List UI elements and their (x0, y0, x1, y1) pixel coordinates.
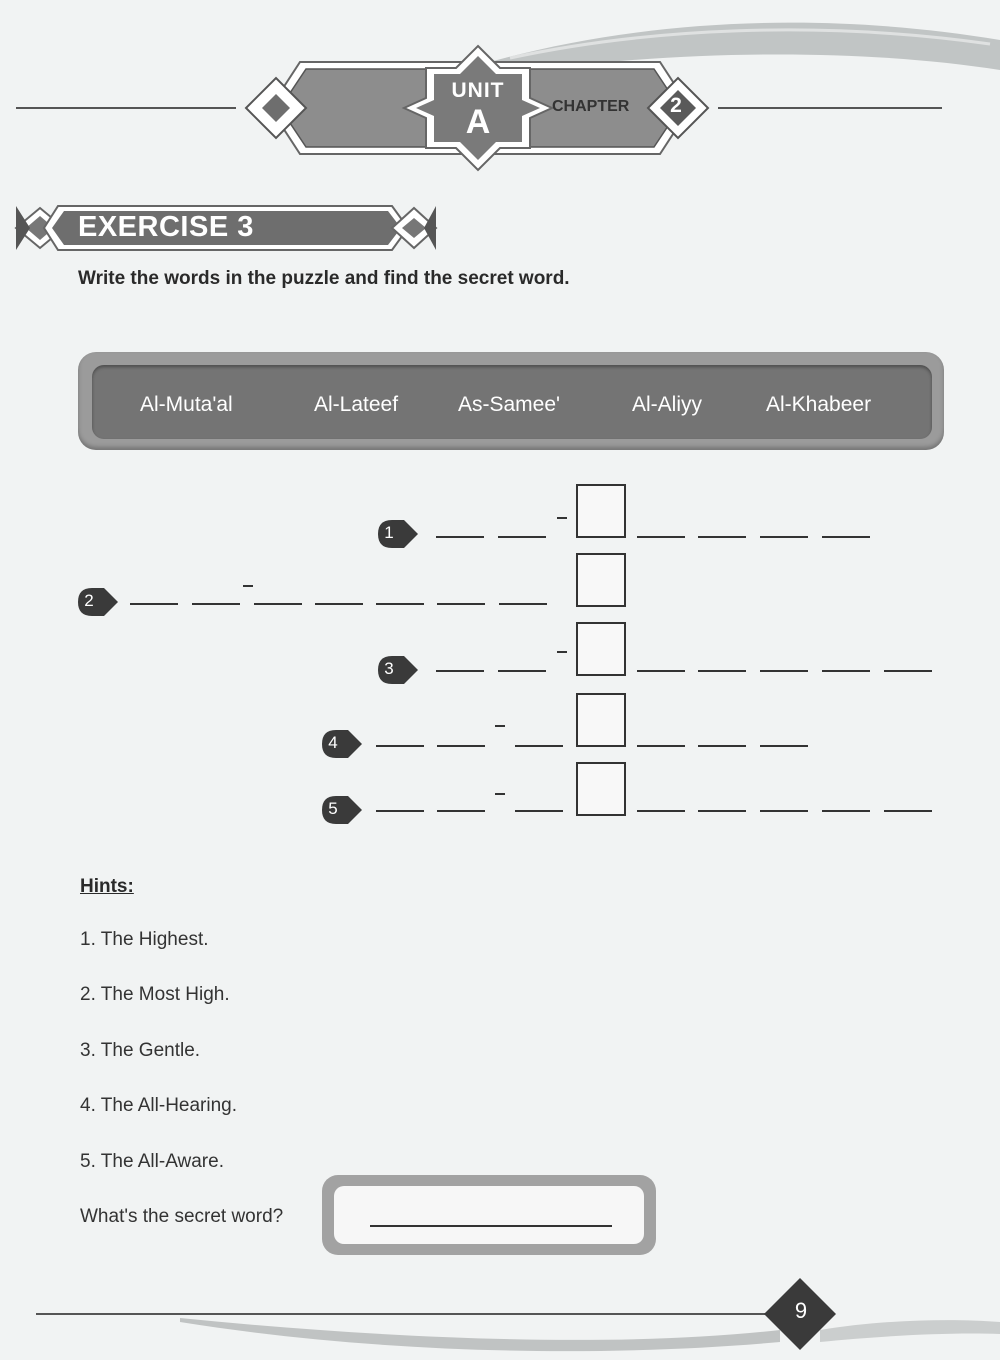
letter-blank[interactable] (376, 810, 424, 812)
exercise-title: EXERCISE 3 (78, 211, 254, 243)
hint-item: 1. The Highest. (80, 929, 209, 950)
letter-blank[interactable] (437, 745, 485, 747)
footer-ornament (0, 1270, 1000, 1360)
letter-blank[interactable] (515, 745, 563, 747)
letter-blank[interactable] (822, 810, 870, 812)
chapter-number: 2 (670, 94, 682, 117)
row-number-badge (76, 587, 108, 615)
letter-blank[interactable] (698, 536, 746, 538)
letter-blank[interactable] (637, 745, 685, 747)
letter-blank[interactable] (498, 536, 546, 538)
letter-blank[interactable] (637, 810, 685, 812)
row-number-badge (320, 795, 352, 823)
row-number: 3 (384, 659, 394, 678)
letter-blank[interactable] (884, 670, 932, 672)
letter-blank[interactable] (822, 670, 870, 672)
letter-blank[interactable] (376, 745, 424, 747)
secret-letter-box[interactable] (576, 762, 626, 816)
row-number-badge (376, 519, 408, 547)
letter-blank[interactable] (130, 603, 178, 605)
row-number: 5 (328, 799, 338, 818)
hint-item: 2. The Most High. (80, 984, 230, 1005)
letter-blank[interactable] (376, 603, 424, 605)
word-bank-item: As-Samee' (458, 393, 561, 416)
secret-letter-box[interactable] (576, 484, 626, 538)
word-bank-item: Al-Lateef (314, 393, 399, 416)
word-bank-item: Al-Muta'al (140, 393, 233, 416)
hint-item: 5. The All-Aware. (80, 1151, 224, 1172)
letter-blank[interactable] (760, 745, 808, 747)
letter-blank[interactable] (822, 536, 870, 538)
letter-blank[interactable] (436, 536, 484, 538)
secret-letter-box[interactable] (576, 693, 626, 747)
row-number-badge (376, 655, 408, 683)
letter-blank[interactable] (315, 603, 363, 605)
row-number: 1 (384, 523, 394, 542)
letter-blank[interactable] (884, 810, 932, 812)
letter-blank[interactable] (637, 536, 685, 538)
letter-blank[interactable] (760, 810, 808, 812)
letter-blank[interactable] (698, 810, 746, 812)
row-number: 4 (328, 733, 338, 752)
hyphen (243, 585, 253, 587)
hyphen (495, 725, 505, 727)
word-bank-item: Al-Khabeer (766, 393, 872, 416)
secret-word-line (370, 1225, 612, 1227)
secret-letter-box[interactable] (576, 622, 626, 676)
unit-letter: A (465, 103, 491, 141)
hyphen (495, 793, 505, 795)
exercise-instruction: Write the words in the puzzle and find the secret word. (78, 268, 570, 289)
page-number: 9 (794, 1298, 808, 1323)
letter-blank[interactable] (437, 603, 485, 605)
hint-item: 3. The Gentle. (80, 1040, 201, 1061)
unit-label: UNIT (451, 79, 505, 102)
word-bank-item: Al-Aliyy (632, 393, 703, 416)
hyphen (557, 651, 567, 653)
letter-blank[interactable] (254, 603, 302, 605)
letter-blank[interactable] (760, 670, 808, 672)
row-number: 2 (84, 591, 94, 610)
letter-blank[interactable] (698, 670, 746, 672)
letter-blank[interactable] (499, 603, 547, 605)
letter-blank[interactable] (698, 745, 746, 747)
row-number-badge (320, 729, 352, 757)
letter-blank[interactable] (437, 810, 485, 812)
letter-blank[interactable] (436, 670, 484, 672)
letter-blank[interactable] (498, 670, 546, 672)
hint-item: 4. The All-Hearing. (80, 1095, 238, 1116)
letter-blank[interactable] (192, 603, 240, 605)
letter-blank[interactable] (760, 536, 808, 538)
secret-letter-box[interactable] (576, 553, 626, 607)
hints-heading: Hints: (80, 876, 134, 897)
secret-word-field[interactable] (334, 1186, 644, 1244)
secret-word-question: What's the secret word? (80, 1206, 284, 1227)
hyphen (557, 517, 567, 519)
letter-blank[interactable] (637, 670, 685, 672)
chapter-label: CHAPTER (552, 98, 630, 115)
letter-blank[interactable] (515, 810, 563, 812)
